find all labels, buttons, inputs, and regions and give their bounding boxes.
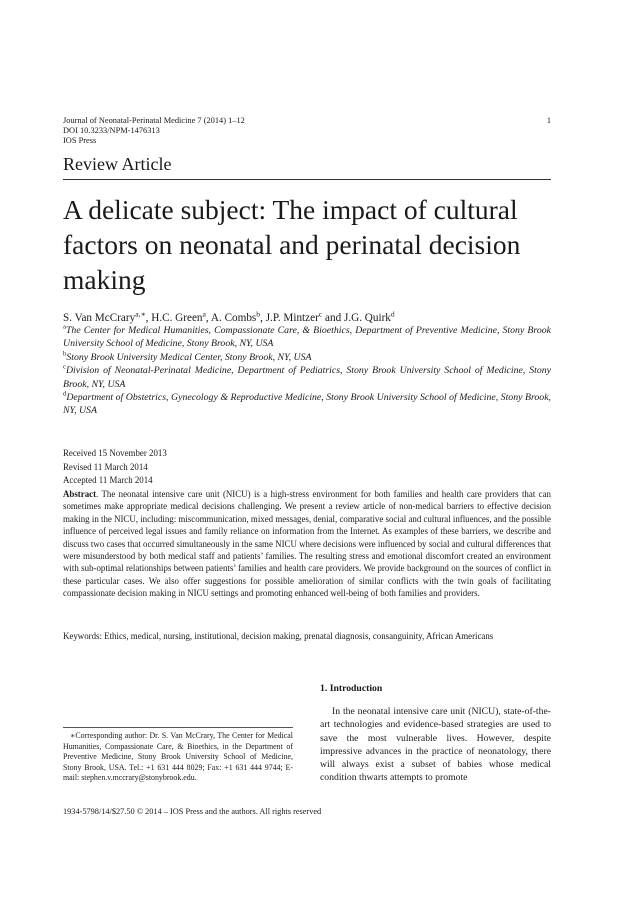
page-number: 1 [546,116,551,125]
revised-date: Revised 11 March 2014 [63,461,148,472]
affiliation-label: c [63,363,66,371]
publisher: IOS Press [63,136,97,145]
article-dates [63,447,167,488]
footnote-rule [63,727,293,728]
abstract-text: . The neonatal intensive care unit (NICU) is a high-stress environment for both families and health care providers that can sometimes make appropriate medical decisions challenging. We present a review article of non-medical barriers to effective decision making in the NICU, including: miscommunication, mixed messages, denial, comparative social and cultural influences, and the possible influence of perceived legal issues and family reliance on information from the Internet. As examples of these barriers, we describe and discuss two cases that occurred simultaneously in the same NICU where decisions were influenced by social and cultural differences that were misunderstood by both medical staff and patients’ families. The resulting stress and emotional discomfort created an environment with sub-optimal relationships between patients’ families and health care providers. We provide background on the sources of conflict in these particular cases. We also offer suggestions for possible amelioration of similar conflicts with the twin goals of facilitating compassionate decision making in NICU settings and promoting enhanced well-being of both families and providers. [63,489,551,599]
abstract [63,488,551,600]
affiliation-label: a [63,323,66,331]
affiliation-text: The Center for Medical Humanities, Compassionate Care, & Bioethics, Department of Preventive Medicine, Stony Brook University School of Medicine, Stony Brook, NY, USA [63,325,551,350]
author-list [63,311,395,325]
author-name: H.C. Green [151,312,203,324]
author-affiliation-mark: d [390,309,395,319]
section-heading: 1. Introduction [320,683,383,694]
article-type: Review Article [63,154,172,174]
affiliation-text: Division of Neonatal-Perinatal Medicine, Department of Pediatrics, Stony Brook University School of Medicine, Stony Brook, NY, USA [63,365,551,390]
author-affiliation-mark: a [202,309,206,319]
author-affiliation-mark: b [256,309,261,319]
affiliation [63,391,551,418]
journal-citation: Journal of Neonatal-Perinatal Medicine 7 (2014) 1–12 [63,116,245,125]
author-name: A. Combs [210,312,257,324]
paper-title: A delicate subject: The impact of cultural factors on neonatal and perinatal decision making [63,194,521,295]
copyright-line: 1934-5798/14/$27.50 © 2014 – IOS Press and the authors. All rights reserved [63,807,322,816]
author-separator: , [260,312,266,324]
affiliation-label: b [63,350,67,358]
affiliation-text: Department of Obstetrics, Gynecology & Reproductive Medicine, Stony Brook University School of Medicine, Stony Brook, NY, USA [63,392,551,417]
author-affiliation-mark: c [318,309,323,319]
received-date: Received 15 November 2013 [63,448,167,458]
author-name: J.G. Quirk [343,312,391,324]
affiliation-label: d [63,390,67,398]
author-separator: and [322,312,344,324]
journal-header [63,116,245,146]
author-affiliation-mark: a,∗ [135,309,146,319]
abstract-label: Abstract [63,489,97,499]
affiliation [63,364,551,391]
author-name: J.P. Mintzer [265,312,319,324]
affiliation-list [63,324,551,418]
intro-paragraph: In the neonatal intensive care unit (NICU), state-of-the-art technologies and evidence-based strategies are used to save the most vulnerable lives. However, despite impressive advances in the practice of neonatology, there will always exist a subset of babies whose medical condition thwarts attempts to promote [320,706,551,784]
author-name: S. Van McCrary [63,312,136,324]
affiliation [63,324,551,351]
corresponding-author-footnote: ∗Corresponding author: Dr. S. Van McCrary, The Center for Medical Humanities, Compassionate Care, & Bioethics, in the Department of Preventive Medicine, Stony Brook University School of Medicine, Stony Brook, USA. Tel.: +1 631 444 8029; Fax: +1 631 444 9744; E-mail: stephen.v.mccrary@stonybrook.edu. [63,731,293,783]
header-rule [63,179,551,180]
affiliation [63,351,551,364]
keywords: Keywords: Ethics, medical, nursing, institutional, decision making, prenatal diagnosis, consanguinity, African Americans [63,631,494,641]
accepted-date: Accepted 11 March 2014 [63,475,153,485]
affiliation-text: Stony Brook University Medical Center, Stony Brook, NY, USA [66,351,312,363]
doi: DOI 10.3233/NPM-1476313 [63,126,160,135]
author-separator: , [145,312,152,324]
author-separator: , [205,312,211,324]
